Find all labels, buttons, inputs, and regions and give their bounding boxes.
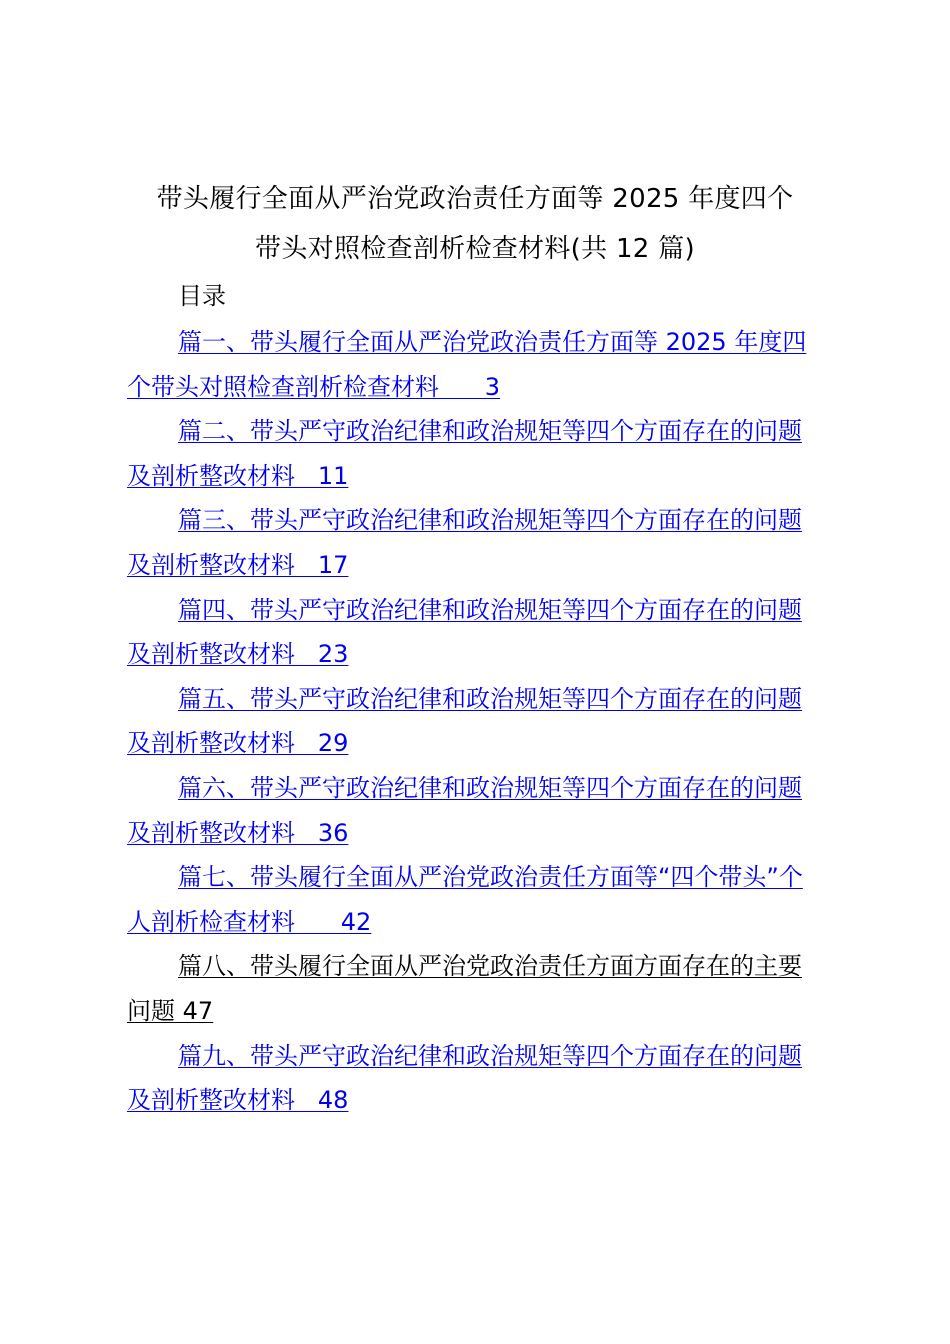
toc-heading: 目录	[178, 282, 226, 310]
document-title-line-2: 带头对照检查剖析检查材料(共 12 篇)	[255, 234, 695, 264]
toc-entry-6[interactable]: 篇六、带头严守政治纪律和政治规矩等四个方面存在的问题及剖析整改材料 36	[127, 773, 802, 847]
toc-entry-1[interactable]: 篇一、带头履行全面从严治党政治责任方面等 2025 年度四个带头对照检查剖析检查材料 3	[127, 328, 807, 401]
document-title-line-1: 带头履行全面从严治党政治责任方面等 2025 年度四个	[156, 184, 794, 214]
toc-entry-9[interactable]: 篇九、带头严守政治纪律和政治规矩等四个方面存在的问题及剖析整改材料 48	[127, 1041, 802, 1115]
document-title	[110, 174, 840, 274]
toc-entry-2[interactable]: 篇二、带头严守政治纪律和政治规矩等四个方面存在的问题及剖析整改材料 11	[127, 417, 802, 490]
toc-entry-3[interactable]: 篇三、带头严守政治纪律和政治规矩等四个方面存在的问题及剖析整改材料 17	[127, 506, 802, 579]
toc-entry-4[interactable]: 篇四、带头严守政治纪律和政治规矩等四个方面存在的问题及剖析整改材料 23	[127, 595, 802, 669]
toc-entry-7[interactable]: 篇七、带头履行全面从严治党政治责任方面等“四个带头”个人剖析检查材料 42	[127, 863, 803, 936]
table-of-contents	[127, 320, 823, 1123]
toc-entry-8: 篇八、带头履行全面从严治党政治责任方面方面存在的主要问题 47	[127, 952, 802, 1025]
toc-entry-5[interactable]: 篇五、带头严守政治纪律和政治规矩等四个方面存在的问题及剖析整改材料 29	[127, 684, 802, 758]
